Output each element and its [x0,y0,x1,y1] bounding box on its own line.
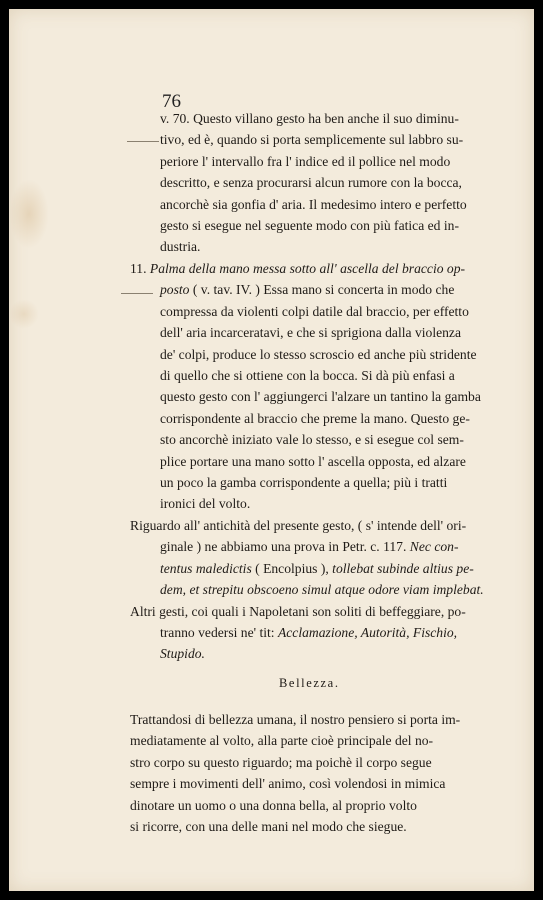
text-line [160,624,457,641]
text-line [160,581,484,598]
text-line: compressa da violenti colpi datile dal braccio, per effetto [160,304,469,319]
text-line: tivo, ed è, quando si porta semplicemente sul labbro su- [160,132,464,147]
text-line: sto ancorchè iniziato vale lo stesso, e si esegue col sem- [160,432,464,447]
text-line: ancorchè sia gonfia d' aria. Il medesimo intero e perfetto [160,197,467,212]
entry-11-first-line [130,260,465,277]
text-line: gesto si esegue nel seguente modo con più fatica ed in- [160,218,459,233]
margin-mark [127,141,159,142]
italic-run: posto [160,282,190,297]
italic-run: Nec con- [409,539,459,554]
text-line: descritto, e senza procurarsi alcun rumore con la bocca, [160,175,462,190]
text-line: ironici del volto. [160,496,251,511]
text-line: corrispondente al braccio che preme la mano. Questo ge- [160,411,470,426]
margin-mark [121,293,153,294]
paper-stain [9,179,49,249]
paper-stain [9,299,39,329]
text-run: ( Encolpius ), [251,561,333,576]
text-line: mediatamente al volto, alla parte cioè principale del no- [130,733,434,748]
text-line: periore l' intervallo fra l' indice ed il pollice nel modo [160,154,451,169]
book-page [9,9,534,891]
entry-number: 11. [130,261,147,276]
text-line: Trattandosi di bellezza umana, il nostro pensiero si porta im- [130,712,461,727]
text-line: un poco la gamba corrispondente a quella; più i tratti [160,475,448,490]
text-run: ( v. tav. IV. ) Essa mano si concerta in modo che [189,282,455,297]
text-line [160,538,458,555]
text-line: Altri gesti, coi quali i Napoletani son soliti di beffeggiare, po- [130,604,466,619]
section-heading: Bellezza. [279,676,340,690]
italic-run: dem, et strepitu obscoeno simul atque odore viam implebat. [160,582,484,597]
text-line: dinotare un uomo o una donna bella, al proprio volto [130,798,417,813]
page-number: 76 [162,91,181,112]
italic-run: Stupido. [160,646,205,661]
text-line: si ricorre, con una delle mani nel modo che siegue. [130,819,407,834]
text-line: dustria. [160,239,201,254]
text-line [160,281,454,298]
text-line: questo gesto con l' aggiungerci l'alzare un tantino la gamba [160,389,481,404]
text-line: v. 70. Questo villano gesto ha ben anche il suo diminu- [160,111,459,126]
text-line [160,560,474,577]
text-line: di quello che si ottiene con la bocca. Si dà più enfasi a [160,368,455,383]
text-line: sempre i movimenti dell' animo, così volendosi in mimica [130,776,446,791]
entry-title: Palma della mano messa sotto all' ascella del braccio op- [149,261,466,276]
text-line: Riguardo all' antichità del presente gesto, ( s' intende dell' ori- [130,518,467,533]
text-line [160,645,205,662]
italic-run: tollebat subinde altius pe- [332,561,474,576]
italic-run: Acclamazione, Autorità, Fischio, [277,625,458,640]
text-line: dell' aria incarceratavi, e che si sprigiona dalla violenza [160,325,461,340]
italic-run: tentus maledictis [160,561,252,576]
text-run: tranno vedersi ne' tit: [160,625,278,640]
text-run: ginale ) ne abbiamo una prova in Petr. c. 117. [160,539,410,554]
text-line: plice portare una mano sotto l' ascella opposta, ed alzare [160,454,466,469]
text-line: stro corpo su questo riguardo; ma poichè il corpo segue [130,755,432,770]
text-line: de' colpi, produce lo stesso scroscio ed anche più stridente [160,347,477,362]
